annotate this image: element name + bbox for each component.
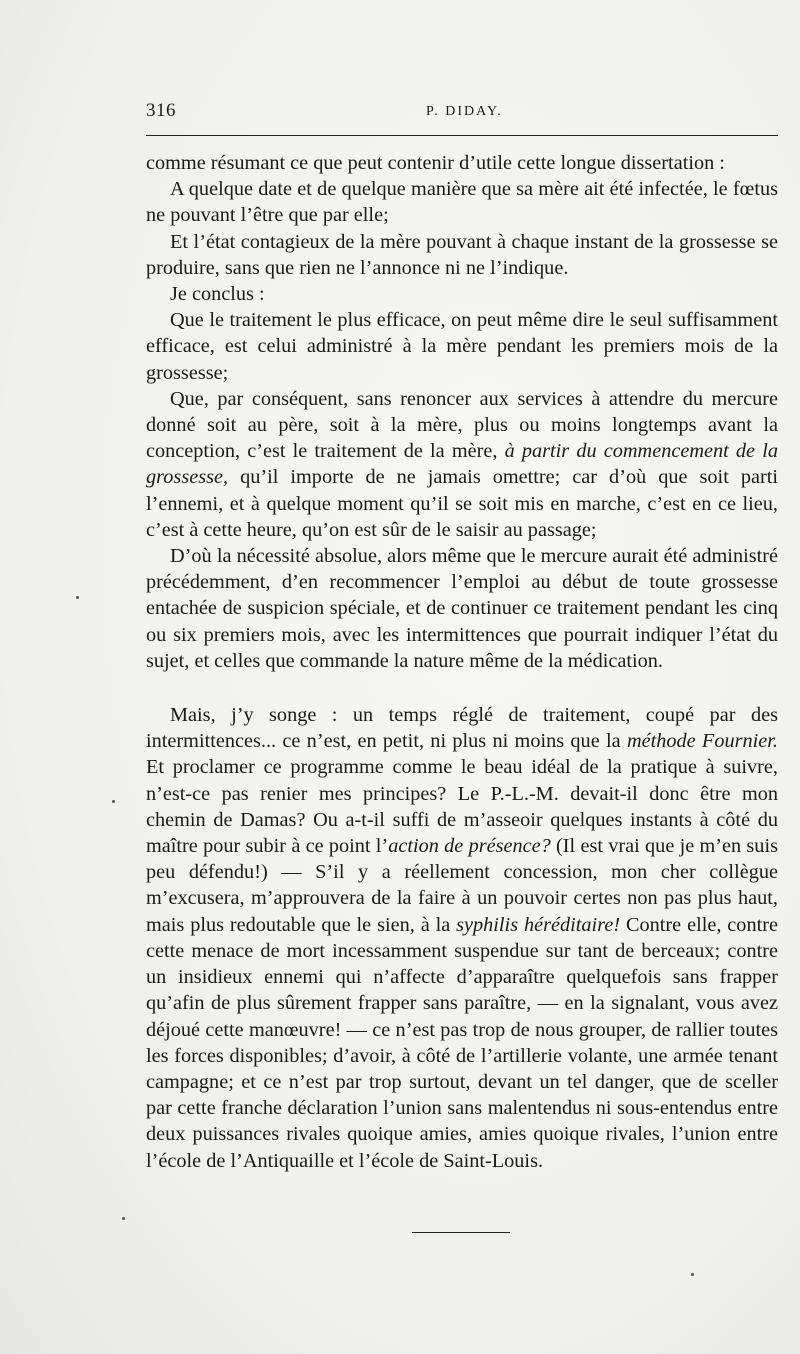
text-run: qu’il importe de ne jamais omettre; car d’où que soit parti l’ennemi, et à quelque moment qu’il se soit mis en marche, c’est en ce lieu, c’est à cette heure, qu’on est sûr de le saisir au passage; [146, 466, 778, 541]
text-run: A quelque date et de quelque manière que sa mère ait été infectée, le fœtus ne pouvant l’être que par elle; [146, 178, 778, 227]
paragraph [146, 150, 778, 176]
paper-speck [122, 1217, 125, 1220]
paragraph-gap [146, 674, 778, 702]
page-header [146, 100, 778, 128]
italic-run: action de présence? [388, 835, 551, 858]
text-run: D’où la nécessité absolue, alors même que le mercure aurait été administré précédemment, d’en recommencer l’emploi au début de toute grossesse entachée de suspicion spéciale, et de continuer ce traitement pendant les cinq ou six premiers mois, avec les intermittences que pourrait indiquer l’état du sujet, et celles que commande la nature même de la médication. [146, 545, 778, 672]
header-rule [146, 135, 778, 136]
paper-speck [691, 1273, 694, 1276]
paper-speck [112, 800, 115, 803]
italic-run: méthode Fournier. [626, 730, 778, 753]
text-run: Mais, j’y songe : un temps réglé de traitement, coupé par des intermittences... ce n’est, en petit, ni plus ni moins que la [146, 704, 778, 753]
paragraph [146, 307, 778, 386]
italic-run: syphilis héréditaire! [456, 913, 621, 936]
page-number: 316 [146, 100, 176, 121]
text-run: (Il est vrai que je m’en suis peu défendu!) — S’il y a réellement concession, mon cher collègue m’excusera, m’approuvera de la faire à un pouvoir certes non pas plus haut, mais plus redoutable que le sien, à la [146, 835, 778, 936]
paragraph [146, 543, 778, 674]
body-text [146, 150, 778, 1174]
end-rule [412, 1232, 510, 1233]
text-run: Et l’état contagieux de la mère pouvant à chaque instant de la grossesse se produire, sans que rien ne l’annonce ni ne l’indique. [146, 230, 778, 279]
text-run: Je conclus : [170, 283, 265, 306]
text-run: Et proclamer ce programme comme le beau idéal de la pratique à suivre, n’est-ce pas renier mes principes? Le P.-L.-M. devait-il donc être mon chemin de Damas? Ou a-t-il suffi de m’asseoir quelques instants à côté du maître pour subir à ce point l’ [146, 756, 778, 858]
paper-speck [76, 596, 79, 599]
paragraph [146, 281, 778, 307]
text-run: Contre elle, contre cette menace de mort incessamment suspendue sur tant de berceaux; contre un insidieux ennemi qui n’affecte d’apparaître quelquefois sans frapper qu’afin de plus sûrement frapper sans paraître, — en la signalant, vous avez déjoué cette manœuvre! — ce n’est pas trop de nous grouper, de rallier toutes les forces disponibles; d’avoir, à côté de l’artillerie volante, une armée tenant campagne; et ce n’est par trop surtout, devant un tel danger, que de sceller par cette franche déclaration l’union sans malentendus ni sous-entendus entre deux puissances rivales quoique amies, amies quoique rivales, l’union entre l’école de l’Antiquaille et l’école de Saint-Louis. [146, 913, 778, 1172]
italic-run: à partir du commencement de la grossesse, [146, 440, 778, 489]
running-head: P. DIDAY. [426, 104, 503, 119]
paragraph [146, 702, 778, 1174]
text-run: Que, par conséquent, sans renoncer aux services à attendre du mercure donné soit au père, soit à la mère, plus ou moins longtemps avant la conception, c’est le traitement de la mère, [146, 387, 778, 463]
paragraph [146, 229, 778, 281]
paragraph [146, 386, 778, 543]
text-run: comme résumant ce que peut contenir d’utile cette longue dissertation : [146, 152, 725, 174]
text-run: Que le traitement le plus efficace, on peut même dire le seul suffisamment efficace, est celui administré à la mère pendant les premiers mois de la grossesse; [146, 309, 778, 384]
paragraph [146, 176, 778, 228]
